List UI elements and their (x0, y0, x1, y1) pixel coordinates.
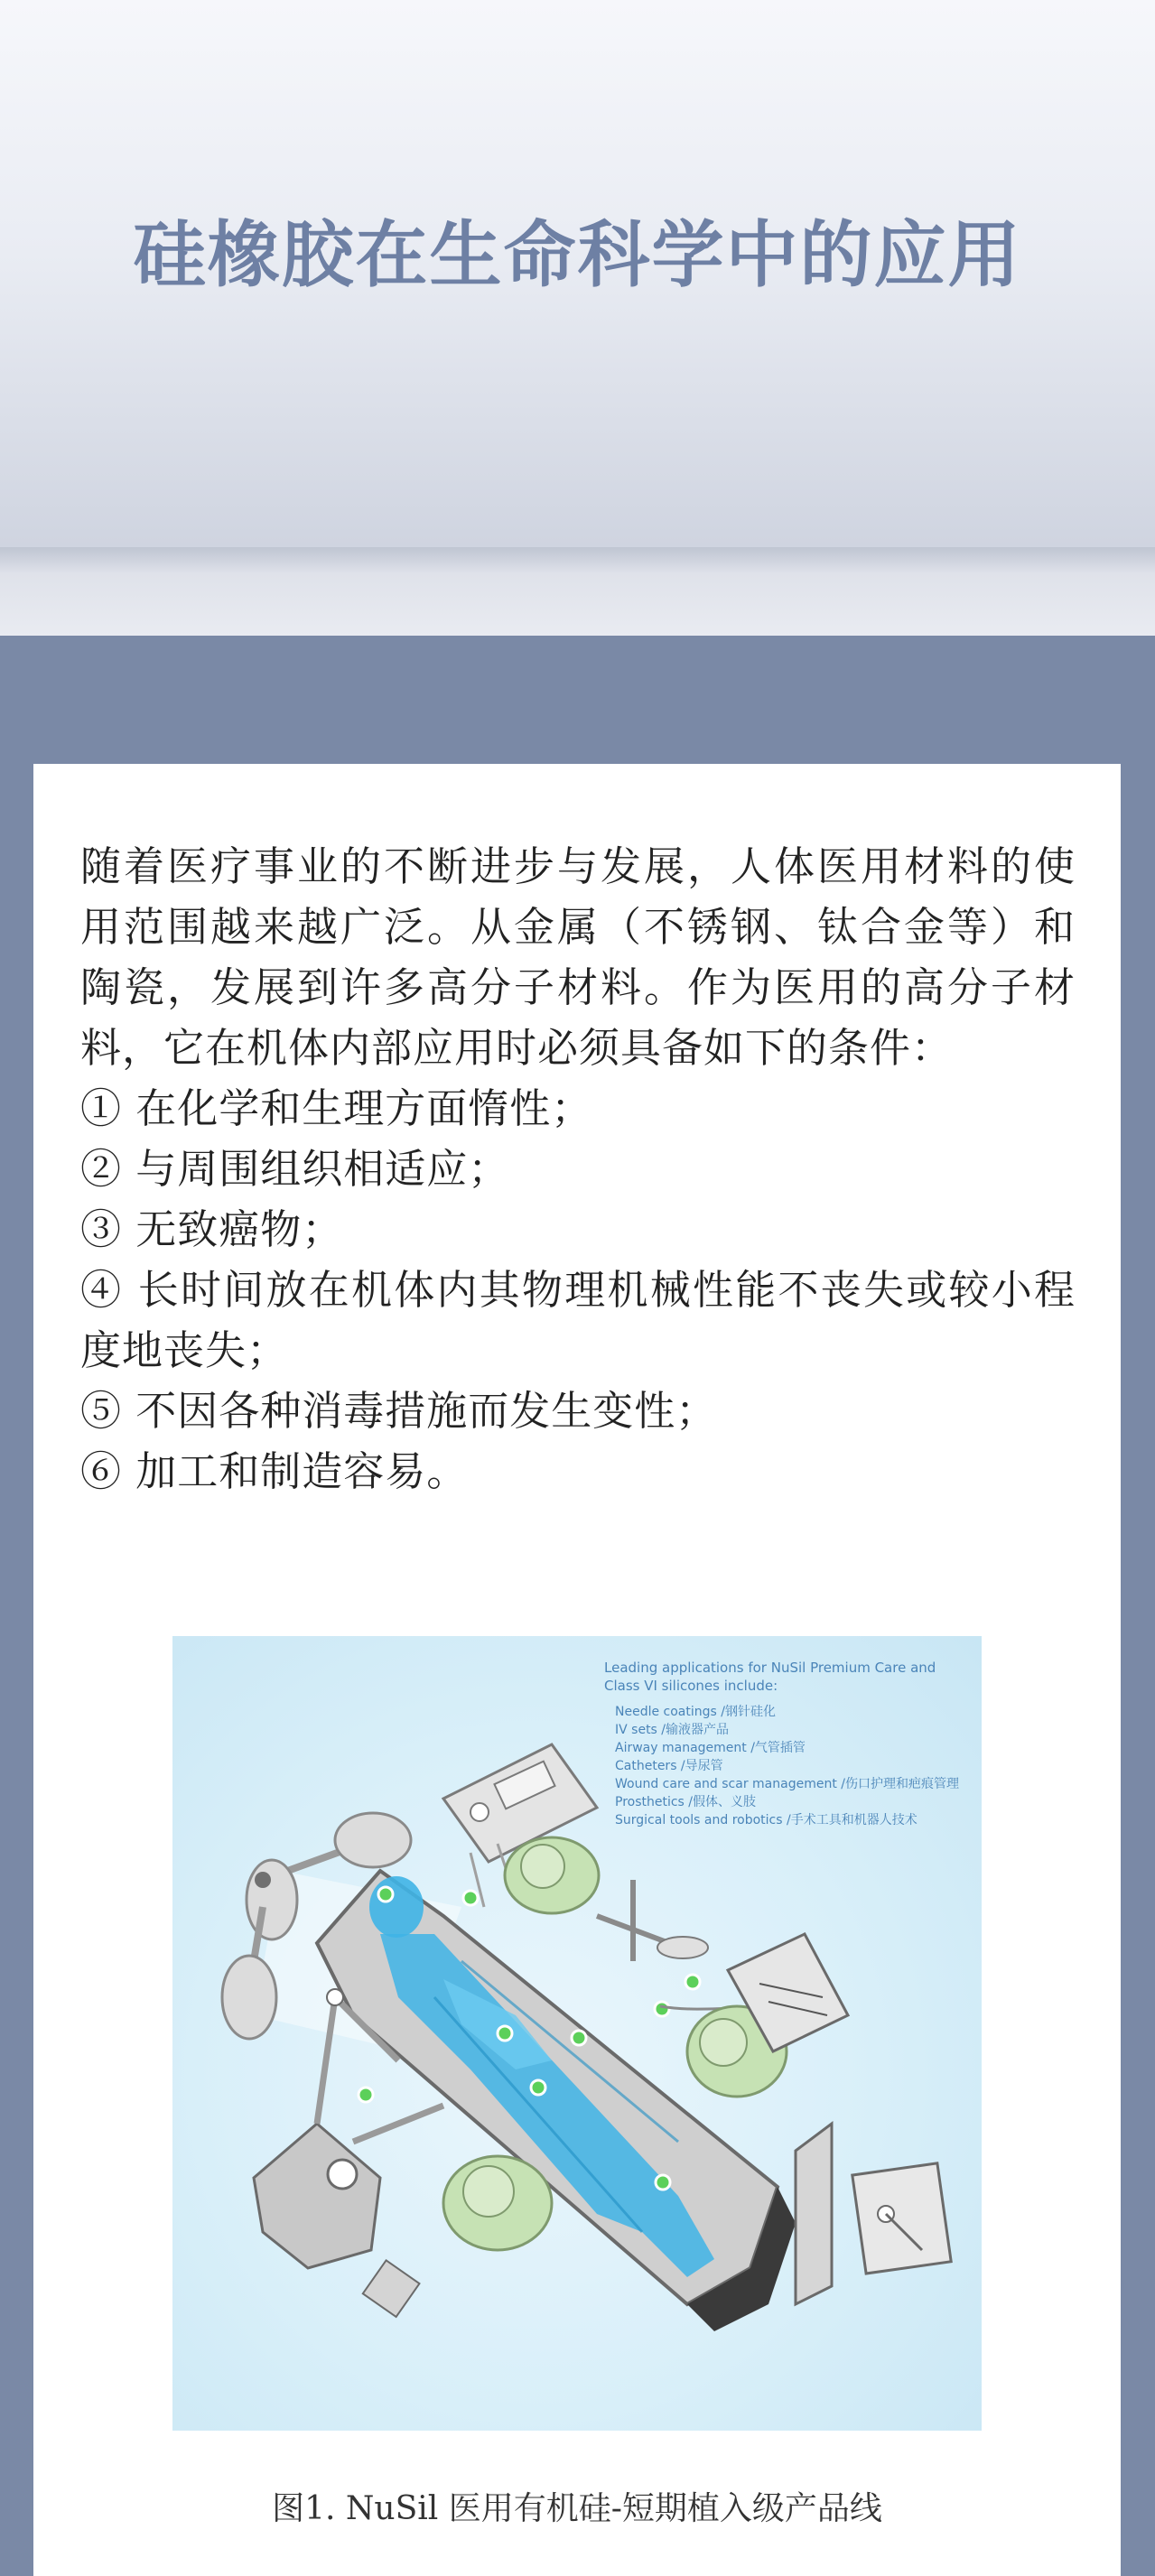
article-body (80, 836, 1076, 1502)
monitor-icon (796, 2124, 951, 2304)
hero-shelf (0, 547, 1155, 636)
condition-item: ③ 无致癌物； (80, 1205, 344, 1253)
legend-item: Catheters /导尿管 (615, 1759, 723, 1773)
page-title: 硅橡胶在生命科学中的应用 (133, 213, 1022, 297)
condition-item: ② 与周围组织相适应； (80, 1145, 510, 1193)
surgeon-icon (443, 2156, 552, 2250)
article-card (33, 764, 1121, 2576)
instrument-stand-icon (597, 1880, 708, 1961)
figure-caption: 图1. NuSil 医用有机硅-短期植入级产品线 (272, 2490, 882, 2527)
operating-room-illustration (172, 1636, 982, 2431)
legend-title-line: Leading applications for NuSil Premium Care and (604, 1660, 936, 1676)
condition-item: ① 在化学和生理方面惰性； (80, 1084, 593, 1132)
legend-title-line: Class VI silicones include: (604, 1678, 778, 1694)
surgeon-icon (505, 1837, 599, 1913)
legend-item: Needle coatings /钢针硅化 (615, 1705, 776, 1719)
condition-item: ④ 长时间放在机体内其物理机械性能不丧失或较小程度地丧失； (80, 1266, 1076, 1374)
legend-item: Wound care and scar management /伤口护理和疤痕管理 (615, 1777, 959, 1791)
operating-room-svg (172, 1636, 982, 2431)
legend-item: Prosthetics /假体、义肢 (615, 1795, 757, 1809)
condition-item: ⑤ 不因各种消毒措施而发生变性； (80, 1387, 718, 1435)
condition-item: ⑥ 加工和制造容易。 (80, 1447, 469, 1495)
hero-banner (0, 0, 1155, 636)
legend-item: Airway management /气管插管 (615, 1741, 806, 1755)
intro-paragraph: 随着医疗事业的不断进步与发展，人体医用材料的使用范围越来越广泛。从金属（不锈钢、钛合金等）和陶瓷，发展到许多高分子材料。作为医用的高分子材料，它在机体内部应用时必须具备如下的条件： (80, 842, 1076, 1072)
legend-item: Surgical tools and robotics /手术工具和机器人技术 (615, 1813, 917, 1827)
legend-item: IV sets /输液器产品 (615, 1723, 730, 1737)
